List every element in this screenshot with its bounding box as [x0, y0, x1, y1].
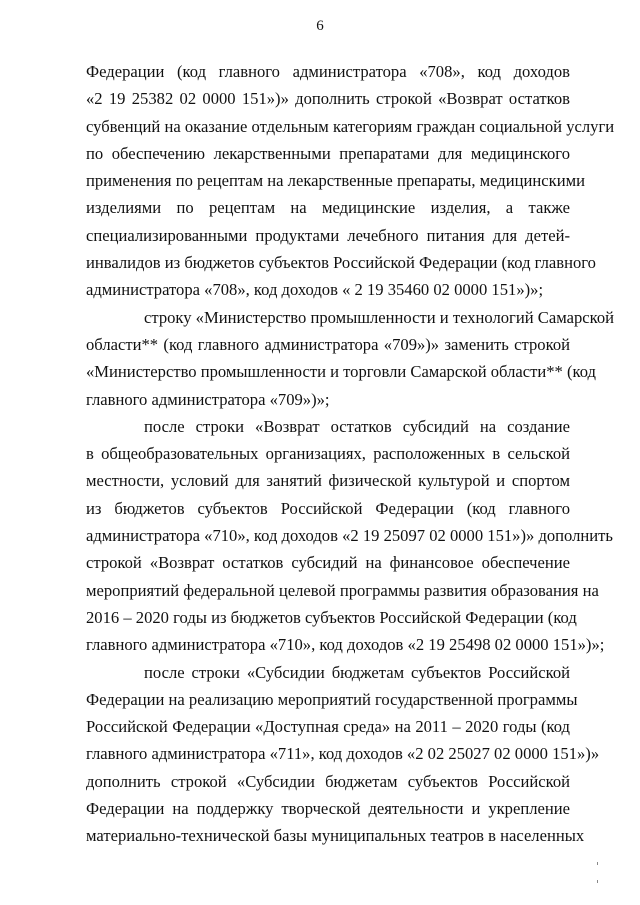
text-line: «2 19 25382 02 0000 151»)» дополнить строкой «Возврат остатков [86, 89, 570, 109]
text-line: материально-технической базы муниципальных театров в населенных [86, 826, 585, 846]
text-line: изделиями по рецептам на медицинские изделия, а также [86, 198, 570, 218]
text-line: Федерации на реализацию мероприятий государственной программы [86, 689, 578, 709]
text-line: строкой «Возврат остатков субсидий на финансовое обеспечение [86, 553, 570, 573]
page-number: 6 [316, 18, 324, 34]
text-line: главного администратора «710», код доходов «2 19 25498 02 0000 151»)»; [86, 635, 605, 655]
document-body [86, 58, 615, 850]
paragraph-4 [86, 659, 600, 850]
text-line: дополнить строкой «Субсидии бюджетам субъектов Российской [86, 771, 570, 791]
text-line: после строки «Возврат остатков субсидий на создание [144, 416, 570, 436]
text-line: мероприятий федеральной целевой программы развития образования на [86, 580, 599, 600]
text-line: Федерации (код главного администратора «708», код доходов [86, 62, 570, 81]
text-line: строку «Министерство промышленности и технологий Самарской [144, 307, 615, 327]
text-line: инвалидов из бюджетов субъектов Российской Федерации (код главного [86, 253, 596, 273]
text-line: главного администратора «711», код доходов «2 02 25027 02 0000 151»)» [86, 744, 600, 764]
text-line: области** (код главного администратора «709»)» заменить строкой [86, 334, 570, 354]
text-line: местности, условий для занятий физической культурой и спортом [86, 471, 570, 491]
text-line: специализированными продуктами лечебного питания для детей- [86, 225, 570, 245]
text-line: применения по рецептам на лекарственные препараты, медицинскими [86, 171, 585, 191]
paragraph-2 [86, 304, 615, 413]
text-line: администратора «708», код доходов « 2 19 35460 02 0000 151»)»; [86, 280, 544, 300]
scan-artifact-mark [597, 862, 598, 865]
text-line: субвенций на оказание отдельным категориям граждан социальной услуги [86, 116, 615, 136]
text-line: в общеобразовательных организациях, расположенных в сельской [86, 444, 570, 464]
text-line: «Министерство промышленности и торговли Самарской области** (код [86, 362, 596, 382]
text-line: главного администратора «709»)»; [86, 389, 330, 409]
text-line: из бюджетов субъектов Российской Федерации (код главного [86, 498, 570, 518]
scan-artifact-mark [597, 880, 598, 883]
text-line: Российской Федерации «Доступная среда» на 2011 – 2020 годы (код [86, 717, 570, 737]
paragraph-3 [86, 413, 613, 659]
text-line: Федерации на поддержку творческой деятельности и укрепление [86, 799, 570, 819]
text-line: 2016 – 2020 годы из бюджетов субъектов Российской Федерации (код [86, 607, 577, 627]
paragraph-1 [86, 58, 615, 304]
text-line: после строки «Субсидии бюджетам субъектов Российской [144, 662, 570, 682]
text-line: по обеспечению лекарственными препаратами для медицинского [86, 143, 570, 163]
text-line: администратора «710», код доходов «2 19 25097 02 0000 151»)» дополнить [86, 526, 613, 546]
